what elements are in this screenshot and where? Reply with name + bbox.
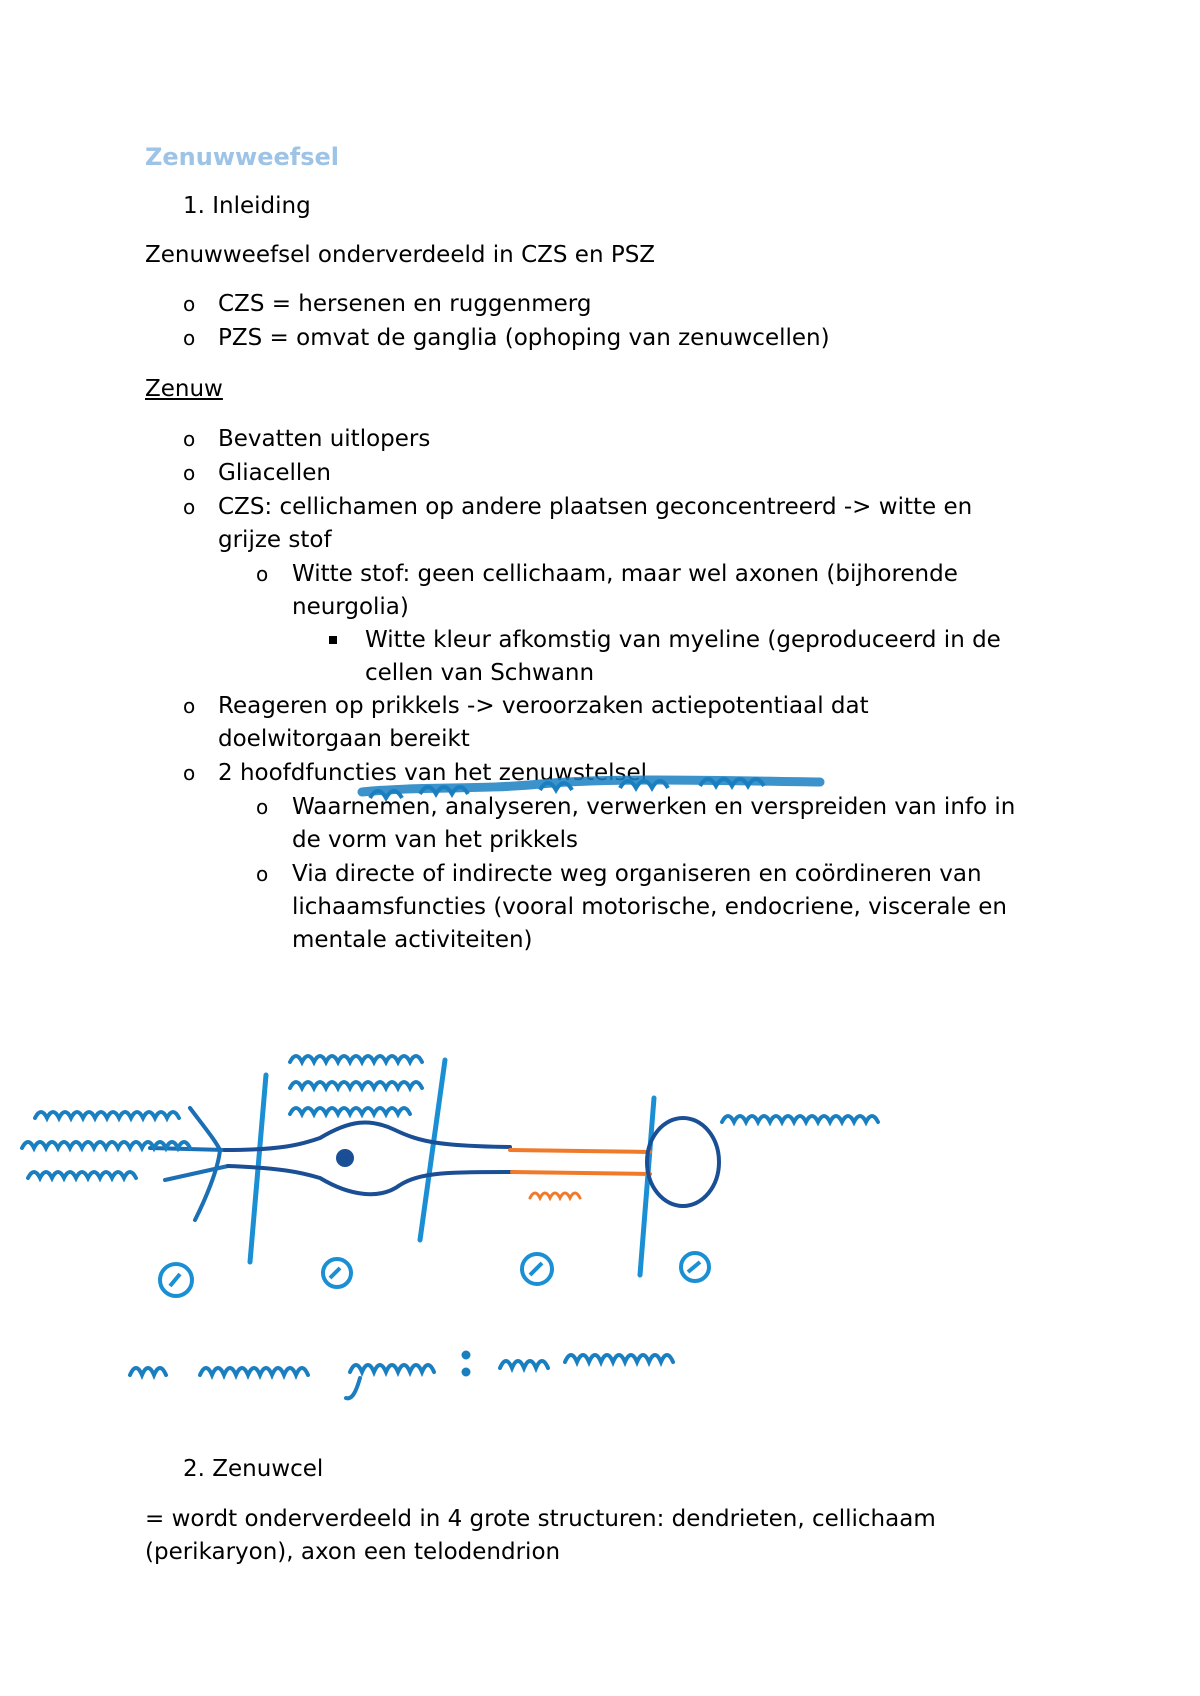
section-1-number: 1. bbox=[183, 193, 205, 219]
handwritten-label-telodendrion bbox=[722, 1116, 878, 1122]
circle-bullet-icon: o bbox=[183, 495, 196, 519]
circle-bullet-icon: o bbox=[256, 862, 269, 886]
axon-line-top bbox=[510, 1150, 650, 1152]
circle-bullet-icon: o bbox=[256, 795, 269, 819]
section-2-number: 2. bbox=[183, 1456, 205, 1482]
zenuw-heading: Zenuw bbox=[145, 376, 223, 402]
zenuw-sub-bullet-line-2: neurgolia) bbox=[292, 594, 409, 620]
handwritten-label-cellbody bbox=[290, 1056, 422, 1114]
section-2-paragraph-line-2: (perikaryon), axon een telodendrion bbox=[145, 1539, 561, 1565]
section-2-paragraph-line-1: = wordt onderverdeeld in 4 grote structuren: dendrieten, cellichaam bbox=[145, 1506, 936, 1532]
circle-bullet-icon: o bbox=[183, 427, 196, 451]
section-2-heading bbox=[183, 1452, 323, 1486]
zenuw-sub-bullet-line-1: Witte stof: geen cellichaam, maar wel axonen (bijhorende bbox=[292, 561, 958, 587]
handwritten-bottom-line bbox=[130, 1353, 673, 1399]
function-1-line-1: Waarnemen, analyseren, verwerken en verspreiden van info in bbox=[292, 794, 1016, 820]
zenuw-bullet-4-line-2: doelwitorgaan bereikt bbox=[218, 726, 470, 752]
zenuw-subsub-bullet-line-1: Witte kleur afkomstig van myeline (geproduceerd in de bbox=[365, 627, 1001, 653]
circle-bullet-icon: o bbox=[256, 562, 269, 586]
handwritten-scribble-top bbox=[362, 779, 820, 798]
function-2-line-2: lichaamsfuncties (vooral motorische, endocriene, viscerale en bbox=[292, 894, 1007, 920]
zenuw-subsub-bullet-line-2: cellen van Schwann bbox=[365, 660, 595, 686]
axon-line-bottom bbox=[512, 1172, 650, 1174]
circle-bullet-icon: o bbox=[183, 761, 196, 785]
handwritten-label-dendrites bbox=[22, 1112, 190, 1178]
nucleus-dot bbox=[336, 1149, 354, 1167]
section-2-title: Zenuwcel bbox=[212, 1456, 324, 1482]
circle-bullet-icon: o bbox=[183, 326, 196, 350]
zenuw-bullet-1: Bevatten uitlopers bbox=[218, 426, 431, 452]
telodendrion-circle bbox=[647, 1118, 719, 1206]
section-1-title: Inleiding bbox=[212, 193, 311, 219]
handwritten-label-axon bbox=[530, 1193, 580, 1198]
circled-markers bbox=[160, 1253, 709, 1296]
zenuw-bullet-3-line-1: CZS: cellichamen op andere plaatsen geconcentreerd -> witte en bbox=[218, 494, 973, 520]
intro-bullet-2: PZS = omvat de ganglia (ophoping van zenuwcellen) bbox=[218, 325, 830, 351]
circle-bullet-icon: o bbox=[183, 694, 196, 718]
zenuw-bullet-3-line-2: grijze stof bbox=[218, 527, 332, 553]
intro-paragraph: Zenuwweefsel onderverdeeld in CZS en PSZ bbox=[145, 242, 656, 268]
divider-line-2 bbox=[420, 1060, 445, 1240]
document-title: Zenuwweefsel bbox=[145, 143, 339, 171]
zenuw-bullet-5: 2 hoofdfuncties van het zenuwstelsel bbox=[218, 760, 648, 786]
circle-bullet-icon: o bbox=[183, 461, 196, 485]
function-1-line-2: de vorm van het prikkels bbox=[292, 827, 578, 853]
intro-bullet-1: CZS = hersenen en ruggenmerg bbox=[218, 291, 592, 317]
zenuw-bullet-2: Gliacellen bbox=[218, 460, 332, 486]
zenuw-bullet-4-line-1: Reageren op prikkels -> veroorzaken actiepotentiaal dat bbox=[218, 693, 869, 719]
function-2-line-3: mentale activiteiten) bbox=[292, 927, 533, 953]
function-2-line-1: Via directe of indirecte weg organiseren en coördineren van bbox=[292, 861, 982, 887]
circle-bullet-icon: o bbox=[183, 292, 196, 316]
